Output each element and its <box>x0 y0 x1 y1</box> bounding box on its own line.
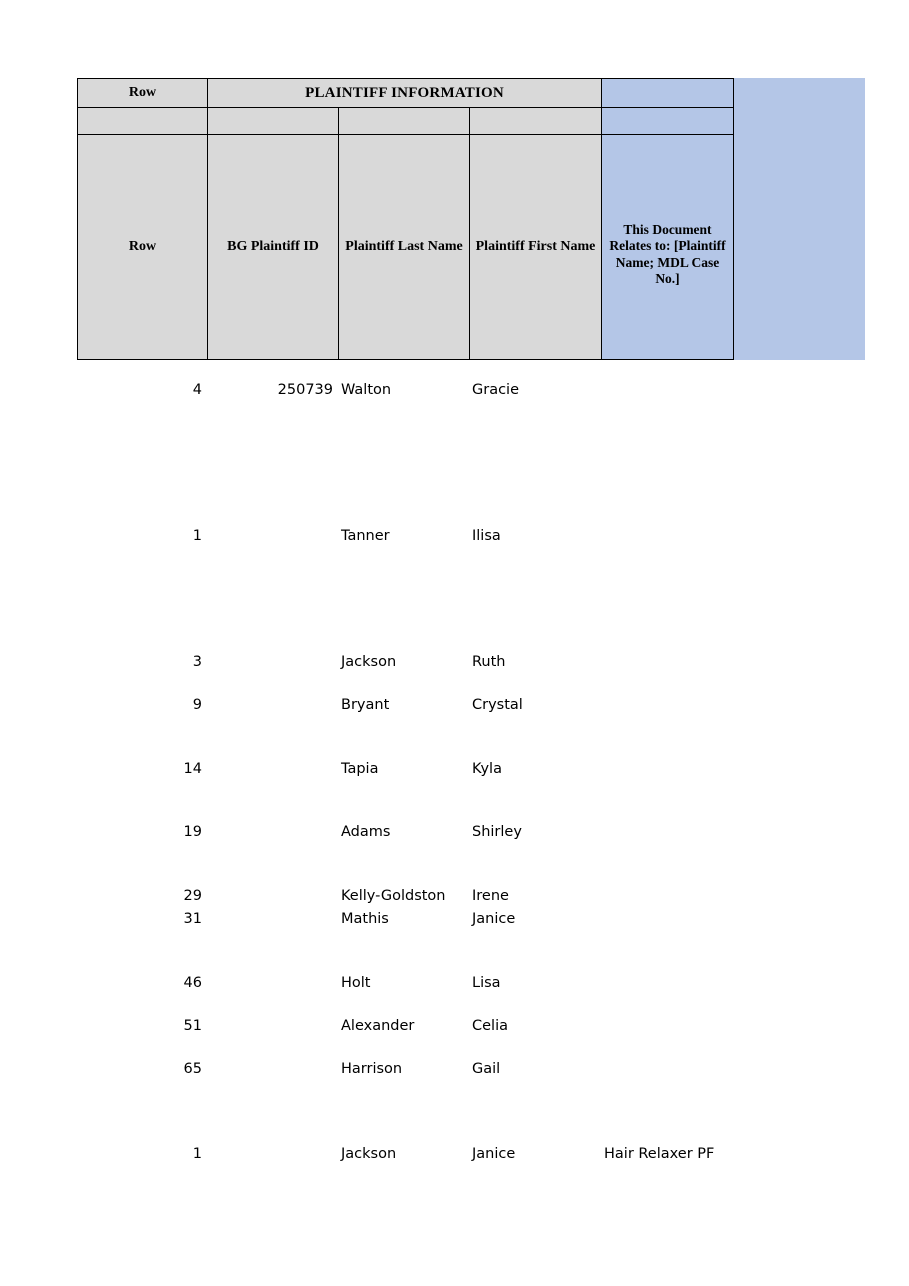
header-document-relates-top-text <box>602 79 733 107</box>
header-row-label-top <box>77 78 208 108</box>
column-header-row <box>77 135 208 360</box>
cell-first-name: Lisa <box>472 975 501 991</box>
column-header-this-document-relates-to <box>602 135 734 360</box>
cell-last-name: Adams <box>341 824 391 840</box>
cell-first-name: Ruth <box>472 654 506 670</box>
cell-row-number: 31 <box>183 911 202 927</box>
header-spacer-row <box>77 108 208 135</box>
cell-row-number: 1 <box>192 528 202 544</box>
cell-bg-plaintiff-id: 250739 <box>277 382 333 398</box>
cell-last-name: Walton <box>341 382 392 398</box>
header-row-label-top-text: Row <box>128 85 157 100</box>
header-blue-filler-mid <box>734 108 865 135</box>
header-plaintiff-information <box>208 78 602 108</box>
table-row <box>77 1018 865 1040</box>
table-row <box>77 528 865 550</box>
column-header-bg-plaintiff-id-text: BG Plaintiff ID <box>227 239 319 254</box>
cell-last-name: Tanner <box>341 528 390 544</box>
cell-first-name: Janice <box>472 911 516 927</box>
cell-last-name: Harrison <box>341 1061 403 1077</box>
header-blue-filler-top <box>734 78 865 108</box>
cell-last-name: Bryant <box>341 697 390 713</box>
table-row <box>77 761 865 783</box>
column-header-plaintiff-last-name <box>339 135 470 360</box>
cell-row-number: 51 <box>183 1018 202 1034</box>
table-row <box>77 975 865 997</box>
header-blue-filler-bottom <box>734 135 865 360</box>
cell-last-name: Holt <box>341 975 371 991</box>
header-spacer-relates-to <box>602 108 734 135</box>
table-row <box>77 1146 865 1168</box>
column-header-row-text: Row <box>128 239 157 254</box>
cell-first-name: Ilisa <box>472 528 501 544</box>
cell-row-number: 19 <box>183 824 202 840</box>
table-row <box>77 1061 865 1083</box>
cell-first-name: Irene <box>472 888 509 904</box>
header-plaintiff-information-text: PLAINTIFF INFORMATION <box>305 85 504 101</box>
table-row <box>77 654 865 676</box>
header-document-relates-top <box>602 78 734 108</box>
cell-last-name: Kelly-Goldston <box>341 888 446 904</box>
cell-row-number: 9 <box>192 697 202 713</box>
cell-relates-to: Hair Relaxer PF <box>604 1146 715 1162</box>
cell-row-number: 65 <box>183 1061 202 1077</box>
column-header-plaintiff-first-name <box>470 135 602 360</box>
cell-row-number: 14 <box>183 761 202 777</box>
cell-last-name: Jackson <box>341 654 397 670</box>
header-spacer-last-name <box>339 108 470 135</box>
cell-first-name: Janice <box>472 1146 516 1162</box>
cell-row-number: 1 <box>192 1146 202 1162</box>
header-spacer-bgid <box>208 108 339 135</box>
cell-first-name: Shirley <box>472 824 522 840</box>
cell-first-name: Kyla <box>472 761 502 777</box>
table-row <box>77 382 865 404</box>
cell-last-name: Tapia <box>341 761 379 777</box>
column-header-this-document-relates-to-text: This Document Relates to: [Plaintiff Name; MDL Case No.] <box>609 222 726 287</box>
cell-first-name: Gracie <box>472 382 520 398</box>
cell-row-number: 3 <box>192 654 202 670</box>
table-row <box>77 824 865 846</box>
cell-row-number: 46 <box>183 975 202 991</box>
cell-row-number: 29 <box>183 888 202 904</box>
header-spacer-first-name <box>470 108 602 135</box>
cell-row-number: 4 <box>192 382 202 398</box>
column-header-plaintiff-first-name-text: Plaintiff First Name <box>475 239 596 254</box>
table-header-block <box>77 78 865 360</box>
cell-last-name: Alexander <box>341 1018 415 1034</box>
cell-first-name: Gail <box>472 1061 501 1077</box>
cell-first-name: Crystal <box>472 697 523 713</box>
column-header-bg-plaintiff-id <box>208 135 339 360</box>
table-row <box>77 697 865 719</box>
cell-first-name: Celia <box>472 1018 508 1034</box>
table-row <box>77 911 865 933</box>
column-header-plaintiff-last-name-text: Plaintiff Last Name <box>345 239 463 254</box>
table-row <box>77 888 865 910</box>
cell-last-name: Jackson <box>341 1146 397 1162</box>
cell-last-name: Mathis <box>341 911 389 927</box>
